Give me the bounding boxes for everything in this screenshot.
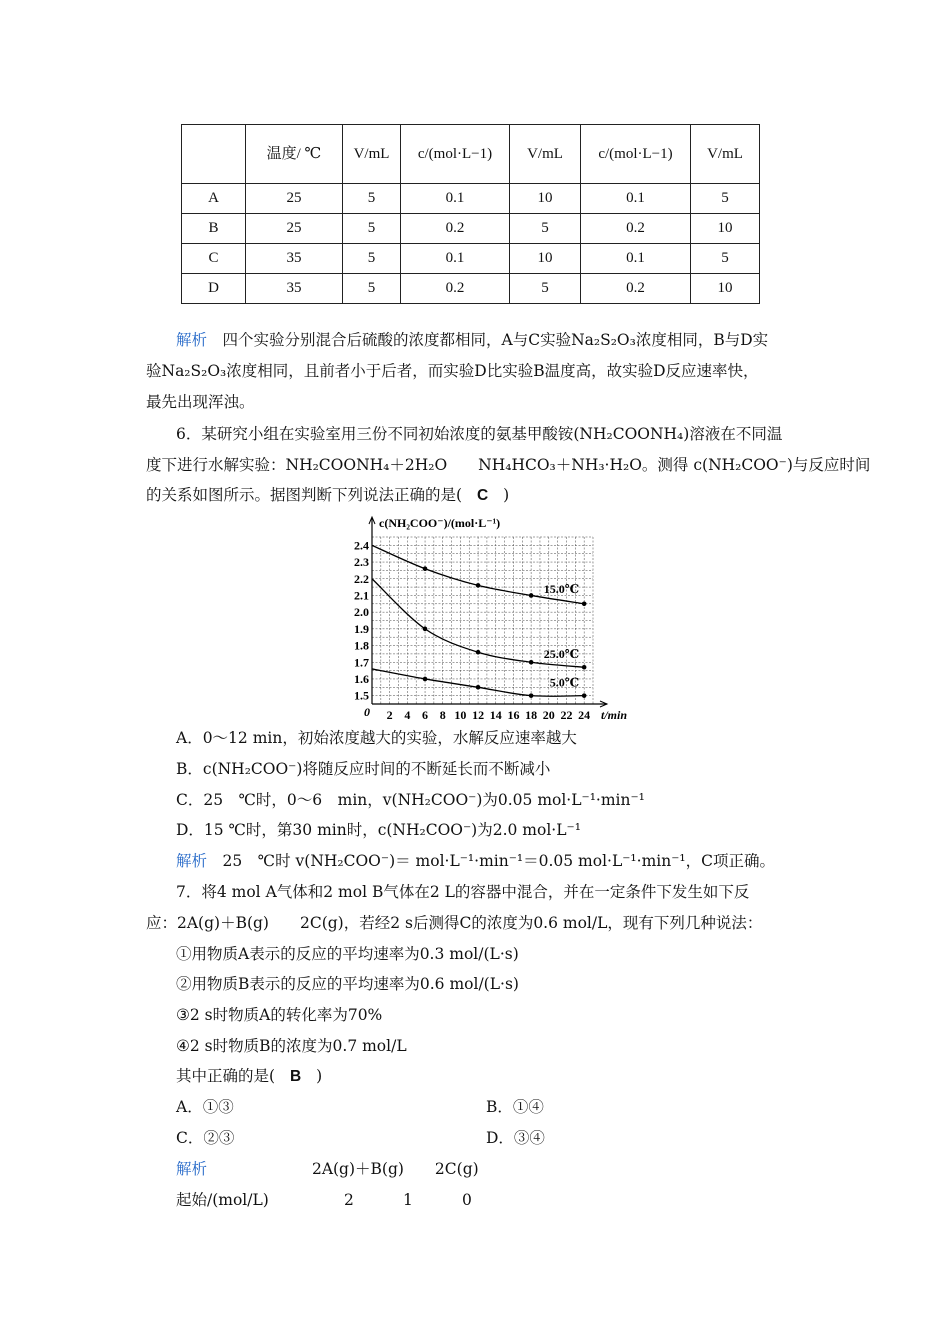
table-header-cell: V/mL [691,125,760,184]
q7-stem-line: 应：2A(g)＋B(g) 2C(g)，若经2 s后测得C的浓度为0.6 mol/L，现有下列几种说法： [146,914,763,932]
table-cell: A [182,184,246,214]
table-row [182,184,760,214]
table-cell: 0.2 [401,274,510,304]
q5-analysis-line: 验Na₂S₂O₃浓度相同，且前者小于后者，而实验D比实验B温度高，故实验D反应速率快， [146,362,759,380]
q7-analysis-line [176,1159,479,1179]
table-cell: 10 [691,274,760,304]
q5-analysis-line [176,330,768,350]
data-point [476,583,481,588]
q7-statement: ①用物质A表示的反应的平均速率为0.3 mol/(L·s) [176,945,519,963]
data-point [423,566,428,571]
experiment-table [181,124,760,304]
data-point [423,677,428,682]
q7-option-c: C．②③ [176,1129,235,1147]
data-point [529,660,534,665]
q6-stem-line [146,485,509,506]
table-header-cell: c/(mol·L−1) [581,125,691,184]
q7-stem-line: 7．将4 mol A气体和2 mol B气体在2 L的容器中混合，并在一定条件下发生如下反 [176,883,750,901]
q7-option-d: D．③④ [486,1129,545,1147]
analysis-text: 25 ℃时 v(NH₂COO⁻)＝ mol·L⁻¹·min⁻¹＝0.05 mol·L⁻¹·min⁻¹，C项正确。 [222,852,775,870]
table-cell: 0.2 [401,214,510,244]
table-cell: C [182,244,246,274]
x-tick-label: 2 [386,708,393,722]
q7-statement: ④2 s时物质B的浓度为0.7 mol/L [176,1037,407,1055]
analysis-label: 解析 [176,1160,208,1178]
x-tick-label: 6 [422,708,429,722]
data-point [582,693,587,698]
q5-analysis-line: 最先出现浑浊。 [146,393,255,411]
table-cell: 5 [343,184,401,214]
table-cell: 5 [343,244,401,274]
x-tick-label: 16 [507,708,520,722]
series-label: 15.0℃ [543,581,580,596]
q7-statement: ③2 s时物质A的转化率为70% [176,1006,383,1024]
q7-question [176,1066,322,1087]
table-header-cell: V/mL [343,125,401,184]
q6-question: 的关系如图所示。据图判断下列说法正确的是( [146,486,463,504]
y-tick-label: 2.1 [354,588,369,603]
q7-answer: B [290,1068,302,1085]
y-tick-label: 2.4 [354,538,369,553]
data-point [582,602,587,607]
q6-analysis-line [176,851,775,871]
data-point [476,685,481,690]
y-tick-label: 1.8 [354,638,369,653]
chart-ylabel: c(NH₂COO⁻)/(mol·L⁻¹) [379,516,501,530]
chart-ticks [354,538,590,722]
y-tick-label: 1.9 [354,621,369,636]
table-header-cell: 温度/ ℃ [246,125,343,184]
q7-question-text: 其中正确的是( [176,1067,276,1085]
y-tick-label: 1.5 [354,688,369,703]
table-row [182,244,760,274]
data-point [476,650,481,655]
table-cell: 35 [246,244,343,274]
table-cell: 0.1 [401,184,510,214]
q7-option-a: A．①③ [176,1098,234,1116]
table-cell: 0.2 [581,274,691,304]
q6-answer: C [477,487,489,504]
y-tick-label: 1.6 [354,671,369,686]
table-cell: 0.1 [401,244,510,274]
q7-initial-label: 起始/(mol/L) [176,1191,269,1209]
table-row [182,214,760,244]
series-label: 5.0℃ [549,675,580,690]
chart-origin: 0 [364,705,370,719]
q6-option-d: D．15 ℃时，第30 min时，c(NH₂COO⁻)为2.0 mol·L⁻¹ [176,821,581,839]
table-cell: 10 [691,214,760,244]
data-point [582,665,587,670]
y-tick-label: 1.7 [354,655,369,670]
q6-close-paren: ) [503,486,510,504]
q6-option-b: B．c(NH₂COO⁻)将随反应时间的不断延长而不断减小 [176,760,551,778]
chart-xlabel: t/min [601,708,628,722]
q7-equation: 2A(g)＋B(g) 2C(g) [311,1160,479,1178]
q6-option-a: A．0～12 min，初始浓度越大的实验，水解反应速率越大 [176,729,577,747]
data-point [423,627,428,632]
data-point [529,693,534,698]
table-cell: 5 [691,184,760,214]
table-cell: 35 [246,274,343,304]
table-cell: 10 [510,184,581,214]
q7-option-b: B．①④ [486,1098,544,1116]
table-cell: D [182,274,246,304]
chart-series [372,545,586,698]
x-tick-label: 10 [454,708,467,722]
concentration-chart [345,512,635,724]
table-header-cell: c/(mol·L−1) [401,125,510,184]
x-tick-label: 24 [578,708,591,722]
table-cell: 5 [343,274,401,304]
y-tick-label: 2.2 [354,571,369,586]
table-cell: 5 [343,214,401,244]
x-tick-label: 8 [439,708,446,722]
table-cell: 5 [510,274,581,304]
table-cell: 0.1 [581,244,691,274]
y-tick-label: 2.3 [354,555,369,570]
q7-initial-b: 1 [403,1191,413,1209]
q6-stem-line: 度下进行水解实验：NH₂COONH₄＋2H₂O NH₄HCO₃＋NH₃·H₂O。测得 c(NH₂COO⁻)与反应时间 [146,456,871,474]
table-cell: 25 [246,214,343,244]
table-cell: B [182,214,246,244]
q6-option-c: C．25 ℃时，0～6 min，v(NH₂COO⁻)为0.05 mol·L⁻¹·min⁻¹ [176,791,645,809]
q7-close-paren: ) [316,1067,323,1085]
table-cell: 5 [691,244,760,274]
table-row [182,274,760,304]
x-tick-label: 12 [472,708,485,722]
series-label: 25.0℃ [543,647,580,662]
q7-statement: ②用物质B表示的反应的平均速率为0.6 mol/(L·s) [176,975,519,993]
table-cell: 10 [510,244,581,274]
q7-initial-c: 0 [462,1191,472,1209]
analysis-label: 解析 [176,852,208,870]
table-cell: 0.2 [581,214,691,244]
analysis-label: 解析 [176,331,208,349]
table-cell: 5 [510,214,581,244]
x-tick-label: 4 [404,708,411,722]
table-header-row [182,125,760,184]
table-cell: 25 [246,184,343,214]
table-header-cell [182,125,246,184]
q6-stem-line: 6．某研究小组在实验室用三份不同初始浓度的氨基甲酸铵(NH₂COONH₄)溶液在不同温 [176,425,783,443]
x-tick-label: 20 [542,708,555,722]
analysis-text: 四个实验分别混合后硫酸的浓度都相同，A与C实验Na₂S₂O₃浓度相同，B与D实 [222,331,769,349]
y-tick-label: 2.0 [354,605,369,620]
table-cell: 0.1 [581,184,691,214]
q7-initial-row [176,1190,472,1210]
x-tick-label: 14 [489,708,502,722]
q7-initial-a: 2 [344,1191,354,1209]
data-point [529,593,534,598]
x-tick-label: 18 [525,708,538,722]
x-tick-label: 22 [560,708,573,722]
table-header-cell: V/mL [510,125,581,184]
